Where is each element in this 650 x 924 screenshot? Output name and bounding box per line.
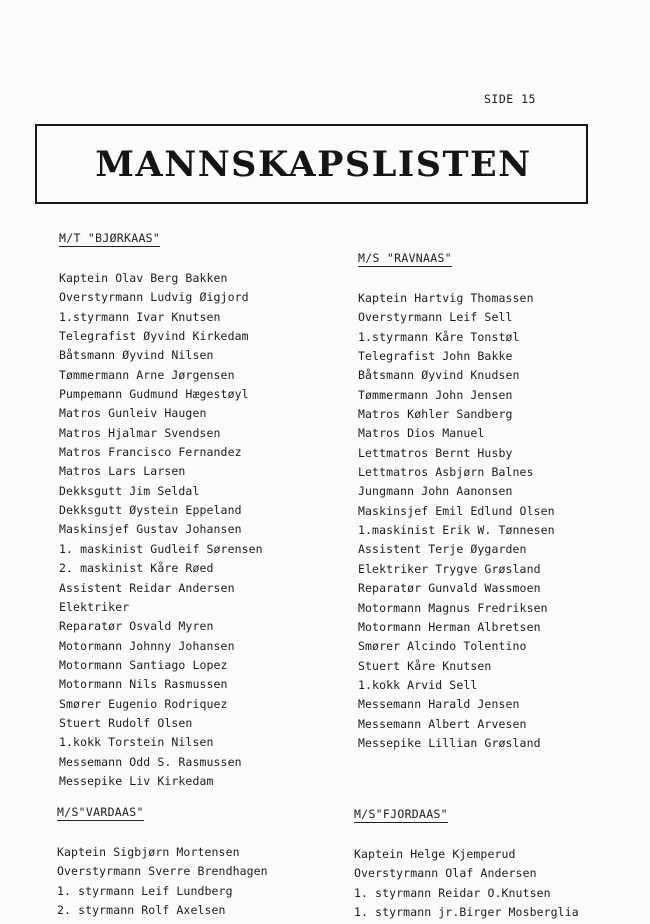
crew-member: 2. maskinist Kåre Røed [59, 561, 214, 576]
crew-member: Elektriker [59, 599, 130, 614]
crew-member: Telegrafist Øyvind Kirkedam [59, 329, 249, 344]
crew-member: Stuert Rudolf Olsen [59, 715, 193, 730]
crew-member: Assistent Reidar Andersen [59, 580, 235, 595]
crew-member: 1.styrmann Ivar Knutsen [59, 309, 221, 324]
crew-member: Motormann Herman Albretsen [358, 619, 541, 634]
ship-heading: M/S "RAVNAAS" [358, 251, 452, 265]
crew-member: Pumpemann Gudmund Hægestøyl [59, 387, 249, 402]
page-number: SIDE 15 [484, 92, 536, 106]
crew-member: Messepike Liv Kirkedam [59, 773, 214, 788]
crew-member: Kaptein Hartvig Thomassen [358, 291, 534, 305]
crew-member: Matros Køhler Sandberg [358, 407, 513, 422]
crew-member: Smører Alcindo Tolentino [358, 639, 527, 654]
ship-heading: M/T "BJØRKAAS" [59, 231, 161, 245]
crew-list [59, 269, 263, 791]
crew-member: Dekksgutt Jim Seldal [59, 483, 200, 498]
crew-list [358, 289, 555, 753]
crew-member: Båtsmann Øyvind Nilsen [59, 348, 214, 363]
crew-member: Smører Eugenio Rodriquez [59, 696, 228, 711]
ship-section-fjordaas [354, 803, 579, 922]
crew-member: 1. styrmann Reidar O.Knutsen [354, 885, 551, 900]
crew-member: Elektriker Trygve Grøsland [358, 561, 541, 576]
crew-member: Overstyrmann Sverre Brendhagen [57, 864, 268, 879]
crew-member: Jungmann John Aanonsen [358, 484, 513, 499]
crew-member: Kaptein Olav Berg Bakken [59, 271, 228, 285]
crew-member: Kaptein Helge Kjemperud [354, 847, 516, 861]
crew-member: Overstyrmann Leif Sell [358, 310, 513, 325]
crew-member: Messepike Lillian Grøsland [358, 735, 541, 750]
crew-member: Matros Lars Larsen [59, 464, 186, 479]
crew-member: Motormann Santiago Lopez [59, 657, 228, 672]
crew-member: Messemann Albert Arvesen [358, 716, 527, 731]
crew-member: 1.kokk Arvid Sell [358, 677, 478, 692]
crew-member: Båtsmann Øyvind Knudsen [358, 368, 520, 383]
crew-member: Tømmermann John Jensen [358, 387, 513, 402]
crew-member: Motormann Johnny Johansen [59, 638, 235, 653]
crew-member: Stuert Kåre Knutsen [358, 658, 492, 673]
crew-member: Messemann Odd S. Rasmussen [59, 754, 242, 769]
title-box [35, 124, 588, 204]
crew-member: Overstyrmann Olaf Andersen [354, 866, 537, 881]
crew-list [57, 843, 268, 920]
crew-member: Lettmatros Asbjørn Balnes [358, 465, 534, 480]
crew-member: 1. maskinist Gudleif Sørensen [59, 541, 263, 556]
ship-section-ravnaas [358, 247, 555, 753]
crew-member: Matros Francisco Fernandez [59, 445, 242, 460]
page-title: MANNSKAPSLISTEN [95, 143, 532, 185]
crew-member: 1. styrmann jr.Birger Mosberglia [354, 905, 579, 920]
crew-member: 2. styrmann Rolf Axelsen [57, 903, 226, 918]
crew-member: Matros Gunleiv Haugen [59, 406, 207, 421]
crew-member: Overstyrmann Ludvig Øigjord [59, 290, 249, 305]
crew-member: Maskinsjef Emil Edlund Olsen [358, 503, 555, 518]
crew-member: Motormann Magnus Fredriksen [358, 600, 548, 615]
crew-member: Reparatør Osvald Myren [59, 619, 214, 634]
crew-member: Messemann Harald Jensen [358, 697, 520, 712]
crew-member: 1.maskinist Erik W. Tønnesen [358, 523, 555, 538]
crew-member: Motormann Nils Rasmussen [59, 677, 228, 692]
crew-member: Dekksgutt Øystein Eppeland [59, 503, 242, 518]
crew-member: Reparatør Gunvald Wassmoen [358, 581, 541, 596]
crew-member: 1.kokk Torstein Nilsen [59, 735, 214, 750]
crew-member: Matros Dios Manuel [358, 426, 485, 441]
crew-member: Kaptein Sigbjørn Mortensen [57, 845, 240, 859]
crew-member: Assistent Terje Øygarden [358, 542, 527, 557]
crew-member: Lettmatros Bernt Husby [358, 445, 513, 460]
crew-member: Telegrafist John Bakke [358, 349, 513, 364]
ship-heading: M/S"VARDAAS" [57, 805, 144, 819]
ship-section-vardaas [57, 801, 268, 920]
ship-section-bjorkaas [59, 227, 263, 791]
crew-list [354, 845, 579, 922]
crew-member: Maskinsjef Gustav Johansen [59, 522, 242, 537]
crew-member: 1.styrmann Kåre Tonstøl [358, 329, 520, 344]
crew-member: Matros Hjalmar Svendsen [59, 425, 221, 440]
crew-member: Tømmermann Arne Jørgensen [59, 367, 235, 382]
ship-heading: M/S"FJORDAAS" [354, 807, 448, 821]
crew-member: 1. styrmann Leif Lundberg [57, 883, 233, 898]
